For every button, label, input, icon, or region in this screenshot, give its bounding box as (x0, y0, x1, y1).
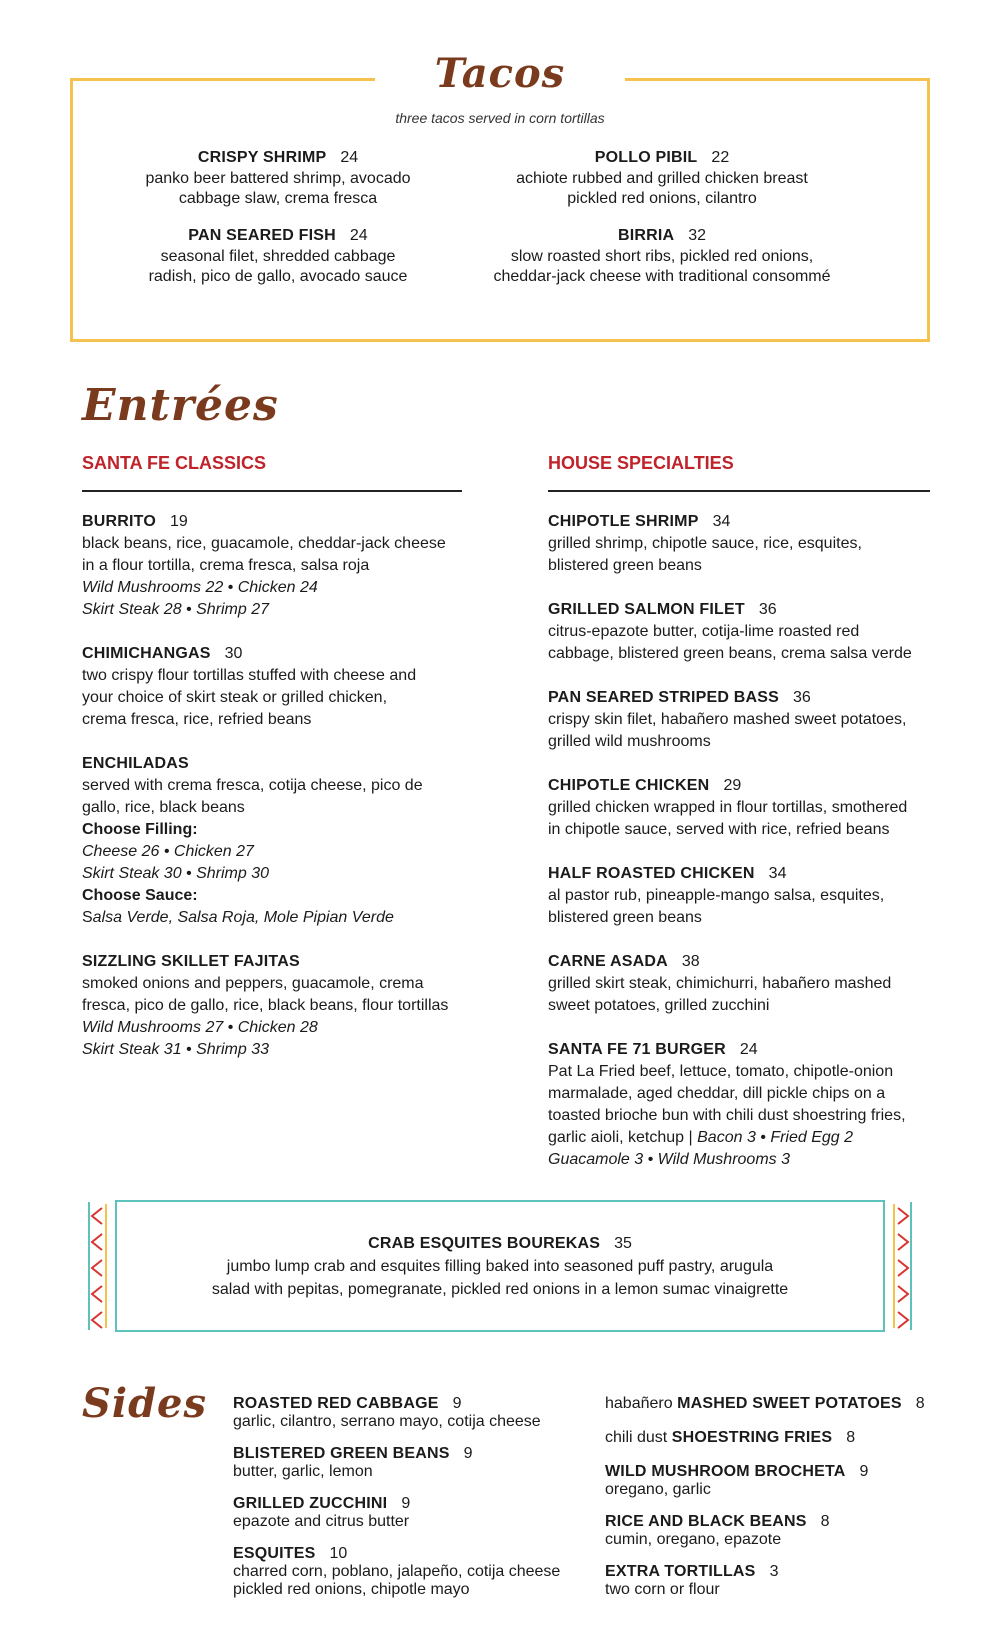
classics-divider (82, 490, 462, 492)
item-desc: garlic aioli, ketchup | (548, 1129, 698, 1146)
item-options: Skirt Steak 28 • Shrimp 27 (82, 601, 270, 618)
item-options: Wild Mushrooms 27 • Chicken 28 (82, 1019, 318, 1036)
menu-item-chipotle-shrimp (548, 511, 938, 577)
menu-item-striped-bass (548, 687, 938, 753)
item-desc: your choice of skirt steak or grilled chicken, (82, 689, 388, 706)
item-desc: in chipotle sauce, served with rice, refried beans (548, 821, 890, 838)
item-price: 30 (224, 645, 243, 662)
item-name: ENCHILADAS (82, 755, 189, 772)
specialties-list (548, 511, 938, 1193)
item-price: 8 (846, 1429, 856, 1446)
item-desc: two corn or flour (605, 1581, 720, 1598)
item-price: 36 (793, 689, 811, 706)
item-name: ROASTED RED CABBAGE (233, 1395, 439, 1412)
featured-item-crab-bourekas (115, 1200, 885, 1332)
item-name: BIRRIA (617, 227, 675, 244)
tribal-pattern-right-icon (892, 1200, 914, 1332)
menu-item-grilled-salmon (548, 599, 938, 665)
item-desc: radish, pico de gallo, avocado sauce (148, 268, 408, 285)
item-desc: grilled shrimp, chipotle sauce, rice, esquites, (548, 535, 862, 552)
sauce-initial: S (82, 909, 93, 926)
item-prefix: habañero (605, 1395, 678, 1412)
item-desc: pickled red onions, cilantro (567, 190, 757, 207)
side-item (605, 1563, 950, 1599)
classics-list (82, 511, 472, 1083)
item-price: 35 (614, 1235, 632, 1252)
item-name: POLLO PIBIL (594, 149, 698, 166)
menu-item-chimichangas (82, 643, 472, 731)
item-desc: cumin, oregano, epazote (605, 1531, 782, 1548)
item-options: Skirt Steak 31 • Shrimp 33 (82, 1041, 270, 1058)
sides-right-list (605, 1395, 950, 1613)
item-options: Bacon 3 • Fried Egg 2 (697, 1129, 854, 1146)
menu-item-half-roasted-chicken (548, 863, 938, 929)
item-prefix: chili dust (605, 1429, 672, 1446)
side-item (233, 1395, 578, 1431)
item-name: CHIMICHANGAS (82, 645, 211, 662)
item-price: 24 (739, 1041, 758, 1058)
item-desc: oregano, garlic (605, 1481, 711, 1498)
item-name: CRISPY SHRIMP (197, 149, 327, 166)
item-desc: in a flour tortilla, crema fresca, salsa roja (82, 557, 370, 574)
item-desc: blistered green beans (548, 557, 702, 574)
item-price: 10 (329, 1545, 348, 1562)
item-desc: al pastor rub, pineapple-mango salsa, esquites, (548, 887, 885, 904)
item-desc: cheddar-jack cheese with traditional consommé (493, 268, 831, 285)
item-price: 9 (859, 1463, 869, 1480)
item-price: 22 (711, 149, 730, 166)
item-desc: blistered green beans (548, 909, 702, 926)
item-desc: toasted brioche bun with chili dust shoestring fries, (548, 1107, 906, 1124)
sides-title: Sides (82, 1380, 208, 1427)
tacos-subtitle: three tacos served in corn tortillas (395, 110, 605, 126)
tribal-pattern-left-icon (86, 1200, 108, 1332)
item-price: 3 (769, 1563, 779, 1580)
sauce-label: Choose Sauce: (82, 887, 198, 904)
item-options: Wild Mushrooms 22 • Chicken 24 (82, 579, 318, 596)
item-desc: garlic, cilantro, serrano mayo, cotija cheese (233, 1413, 541, 1430)
item-desc: epazote and citrus butter (233, 1513, 410, 1530)
item-desc: citrus-epazote butter, cotija-lime roasted red (548, 623, 860, 640)
item-name: SHOESTRING FRIES (671, 1429, 833, 1446)
item-options: Skirt Steak 30 • Shrimp 30 (82, 865, 270, 882)
item-desc: served with crema fresca, cotija cheese, pico de (82, 777, 423, 794)
item-name: EXTRA TORTILLAS (605, 1563, 756, 1580)
item-price: 9 (401, 1495, 411, 1512)
item-desc: butter, garlic, lemon (233, 1463, 373, 1480)
item-price: 38 (681, 953, 700, 970)
item-price: 34 (768, 865, 787, 882)
item-desc: charred corn, poblano, jalapeño, cotija cheese (233, 1563, 561, 1580)
item-desc: panko beer battered shrimp, avocado (145, 170, 411, 187)
item-name: CARNE ASADA (548, 953, 668, 970)
item-price: 9 (463, 1445, 473, 1462)
item-name: CHIPOTLE CHICKEN (548, 777, 710, 794)
item-name: CHIPOTLE SHRIMP (548, 513, 699, 530)
menu-item-burrito (82, 511, 472, 621)
item-desc: cabbage slaw, crema fresca (178, 190, 378, 207)
item-desc: grilled wild mushrooms (548, 733, 711, 750)
item-price: 19 (170, 513, 188, 530)
item-price: 24 (349, 227, 368, 244)
item-desc: Pat La Fried beef, lettuce, tomato, chipotle-onion (548, 1063, 894, 1080)
item-desc: cabbage, blistered green beans, crema salsa verde (548, 645, 912, 662)
item-desc: slow roasted short ribs, pickled red onions, (510, 248, 814, 265)
item-price: 36 (758, 601, 777, 618)
item-desc: grilled skirt steak, chimichurri, habañero mashed (548, 975, 892, 992)
side-item (605, 1395, 950, 1413)
item-price: 9 (452, 1395, 462, 1412)
item-name: HALF ROASTED CHICKEN (548, 865, 755, 882)
tacos-title: Tacos (375, 42, 625, 106)
filling-label: Choose Filling: (82, 821, 198, 838)
side-item (605, 1429, 950, 1447)
item-name: WILD MUSHROOM BROCHETA (605, 1463, 846, 1480)
item-price: 24 (340, 149, 359, 166)
item-desc: crispy skin filet, habañero mashed sweet potatoes, (548, 711, 907, 728)
item-desc: sweet potatoes, grilled zucchini (548, 997, 770, 1014)
side-item (233, 1445, 578, 1481)
item-desc: two crispy flour tortillas stuffed with cheese and (82, 667, 417, 684)
item-desc: achiote rubbed and grilled chicken breast (516, 170, 808, 187)
item-name: GRILLED ZUCCHINI (233, 1495, 388, 1512)
item-name: PAN SEARED FISH (188, 227, 336, 244)
item-name: CRAB ESQUITES BOUREKAS (368, 1235, 601, 1252)
sauce-list: alsa Verde, Salsa Roja, Mole Pipian Verde (92, 909, 394, 926)
item-name: PAN SEARED STRIPED BASS (548, 689, 780, 706)
item-price: 8 (820, 1513, 830, 1530)
item-desc: jumbo lump crab and esquites filling baked into seasoned puff pastry, arugula (226, 1258, 774, 1275)
entrees-title: Entrées (82, 380, 279, 431)
item-price: 32 (688, 227, 707, 244)
item-options: Cheese 26 • Chicken 27 (82, 843, 254, 860)
item-options: Guacamole 3 • Wild Mushrooms 3 (548, 1151, 790, 1168)
side-item (605, 1463, 950, 1499)
menu-item-burger (548, 1039, 938, 1171)
item-desc: marmalade, aged cheddar, dill pickle chips on a (548, 1085, 886, 1102)
item-name: BURRITO (82, 513, 156, 530)
side-item (233, 1545, 578, 1599)
side-item (233, 1495, 578, 1531)
item-desc-with-options (548, 1127, 938, 1149)
item-name: SANTA FE 71 BURGER (548, 1041, 726, 1058)
specialties-divider (548, 490, 930, 492)
taco-item-birria (472, 226, 852, 287)
menu-item-fajitas (82, 951, 472, 1061)
item-desc: smoked onions and peppers, guacamole, crema (82, 975, 424, 992)
item-price: 34 (712, 513, 731, 530)
item-name: GRILLED SALMON FILET (548, 601, 745, 618)
item-desc: gallo, rice, black beans (82, 799, 245, 816)
item-desc: fresca, pico de gallo, rice, black beans, flour tortillas (82, 997, 449, 1014)
menu-item-carne-asada (548, 951, 938, 1017)
menu-item-chipotle-chicken (548, 775, 938, 841)
item-desc: salad with pepitas, pomegranate, pickled red onions in a lemon sumac vinaigrette (211, 1281, 789, 1298)
item-price: 8 (915, 1395, 925, 1412)
item-price: 29 (723, 777, 742, 794)
item-desc: crema fresca, rice, refried beans (82, 711, 312, 728)
menu-item-enchiladas (82, 753, 472, 929)
sauce-options (82, 907, 472, 929)
side-item (605, 1513, 950, 1549)
taco-item-pan-seared-fish (88, 226, 468, 287)
item-desc: pickled red onions, chipotle mayo (233, 1581, 470, 1598)
item-name: BLISTERED GREEN BEANS (233, 1445, 450, 1462)
sides-left-list (233, 1395, 578, 1613)
item-desc: grilled chicken wrapped in flour tortillas, smothered (548, 799, 908, 816)
taco-item-crispy-shrimp (88, 148, 468, 209)
taco-item-pollo-pibil (472, 148, 852, 209)
item-name: SIZZLING SKILLET FAJITAS (82, 953, 300, 970)
house-specialties-heading: HOUSE SPECIALTIES (548, 453, 734, 473)
santa-fe-classics-heading: SANTA FE CLASSICS (82, 453, 267, 473)
item-desc: black beans, rice, guacamole, cheddar-jack cheese (82, 535, 446, 552)
item-desc: seasonal filet, shredded cabbage (160, 248, 396, 265)
item-name: RICE AND BLACK BEANS (605, 1513, 807, 1530)
item-name: MASHED SWEET POTATOES (677, 1395, 902, 1412)
item-name: ESQUITES (233, 1545, 316, 1562)
